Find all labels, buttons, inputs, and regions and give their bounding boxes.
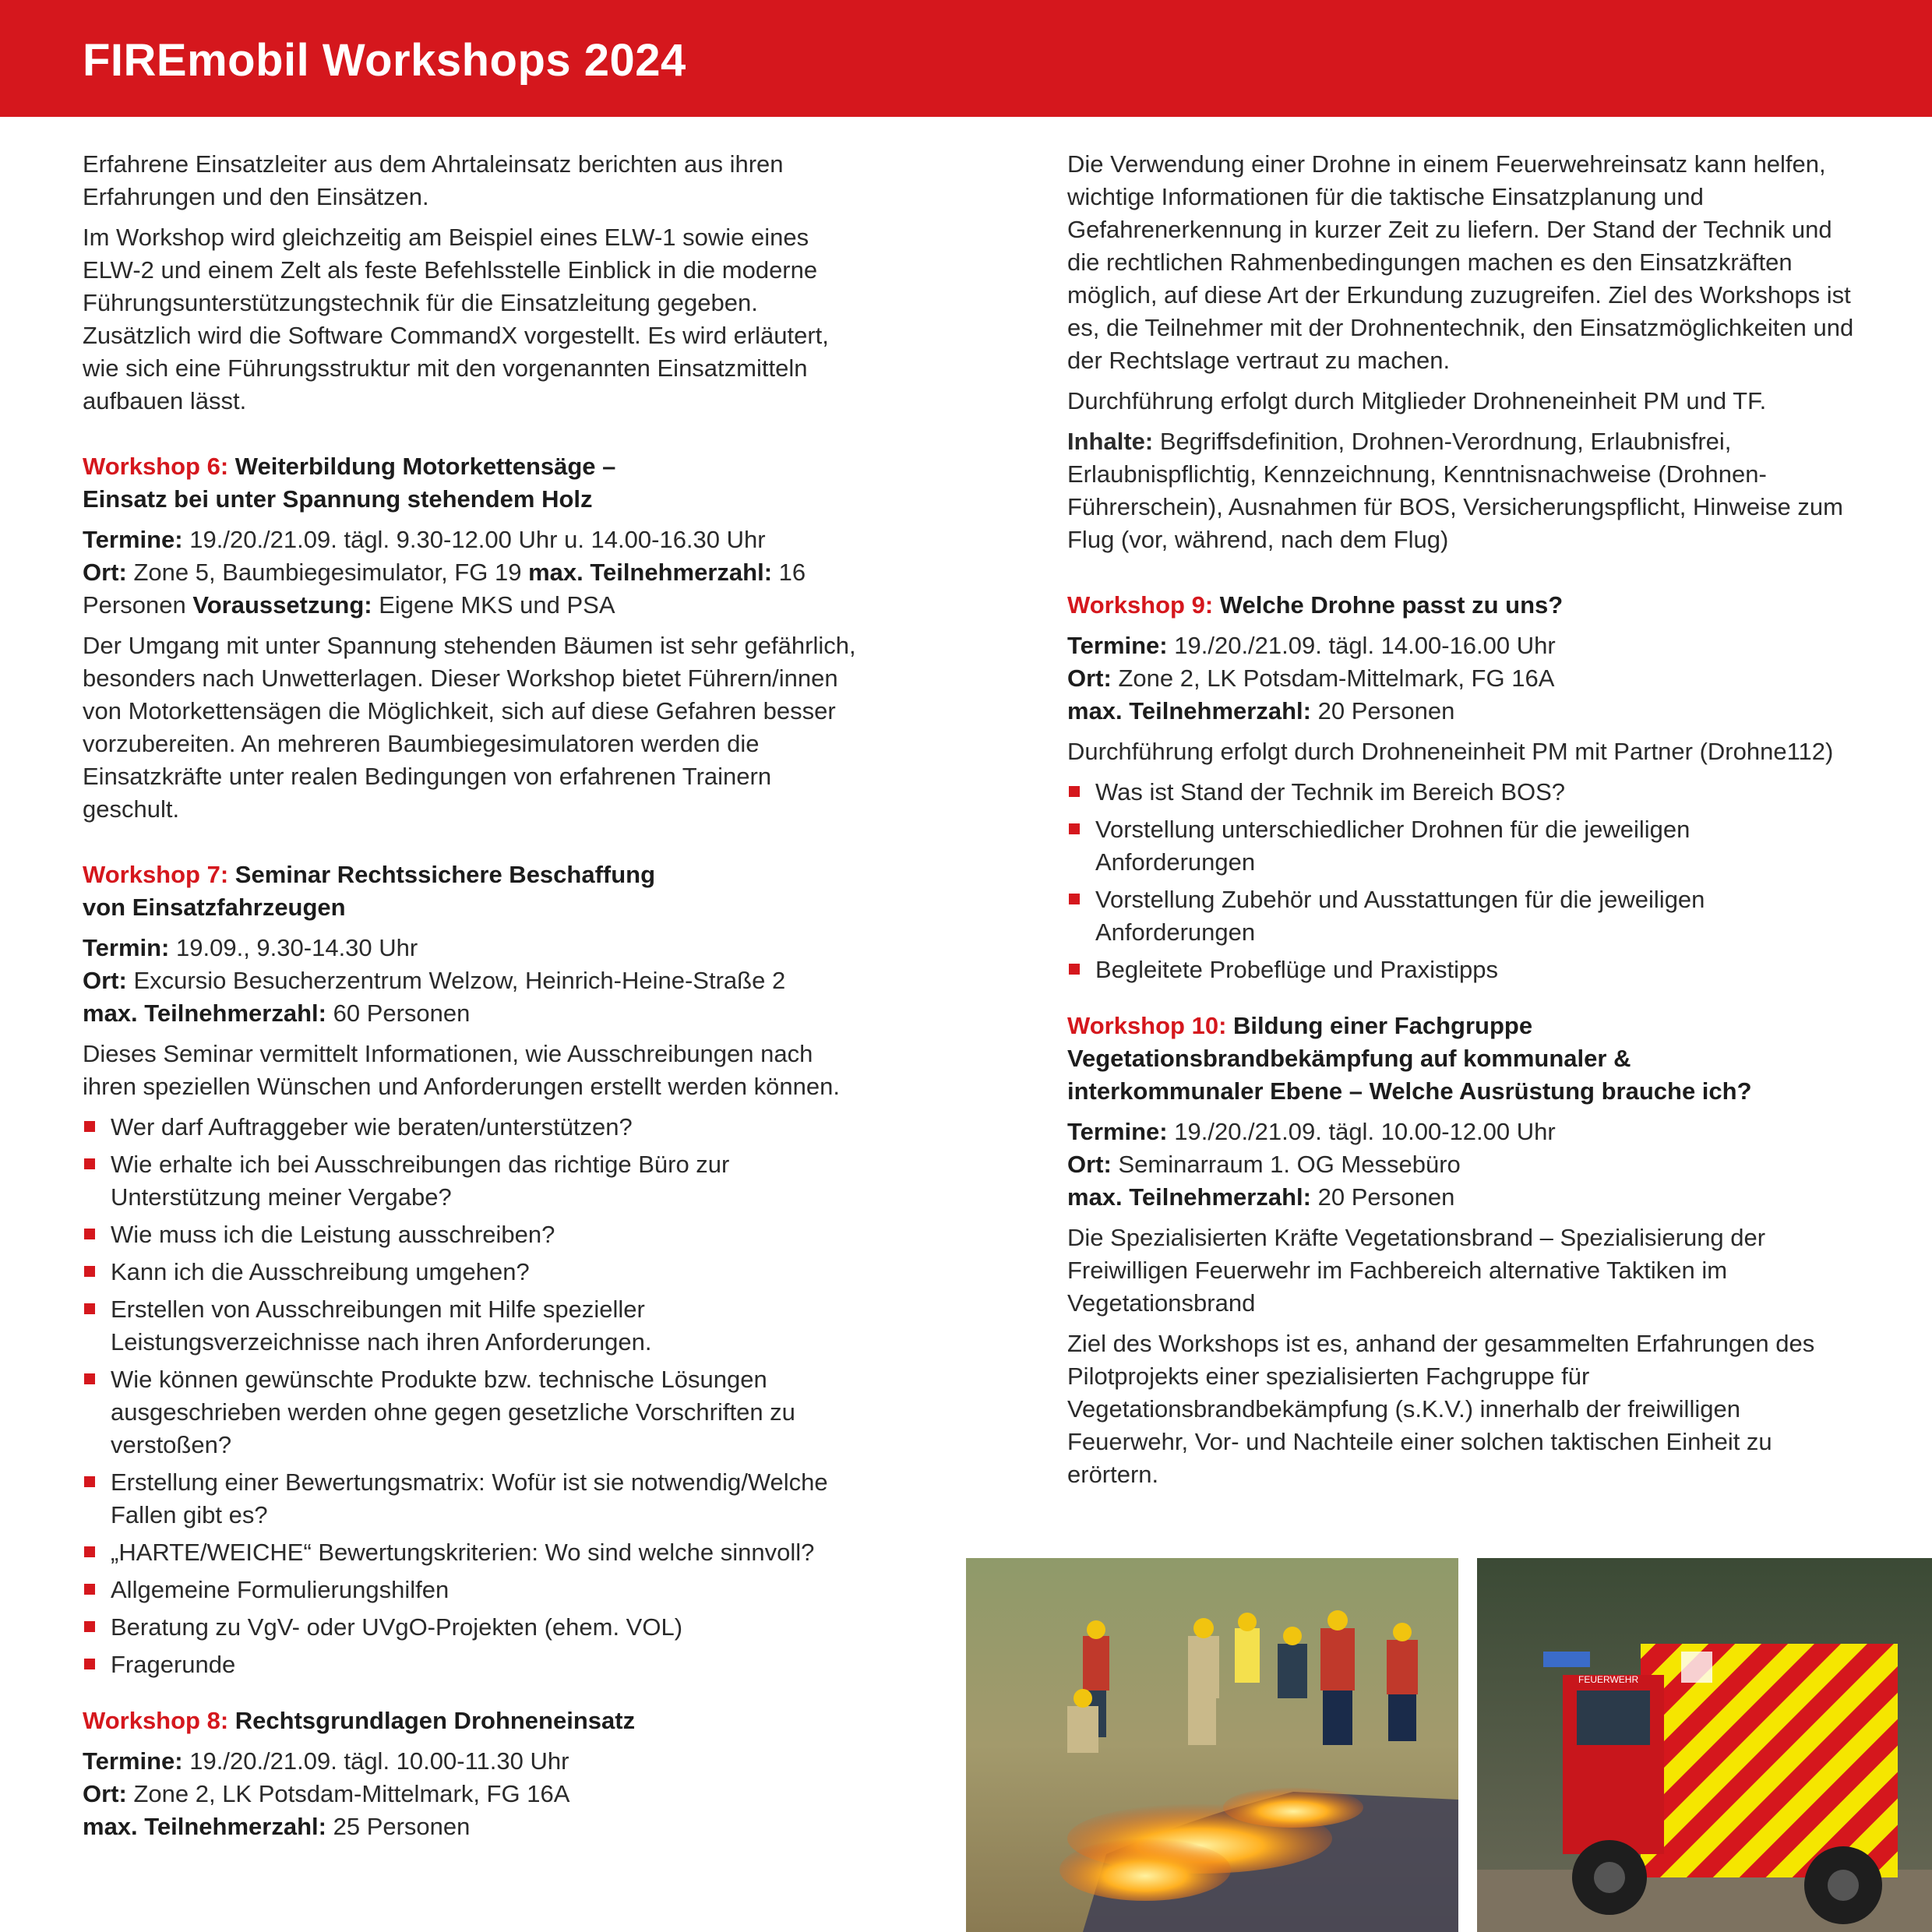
truck-label: FEUERWEHR: [1578, 1674, 1639, 1685]
list-item: Erstellen von Ausschreibungen mit Hilfe spezieller Leistungsverzeichnisse nach ihren Anforderungen.: [83, 1293, 869, 1359]
header-bar: [0, 0, 1932, 117]
list-item: Kann ich die Ausschreibung umgehen?: [83, 1256, 869, 1289]
meta-label: Termine:: [83, 1747, 183, 1775]
workshop-6-text: Der Umgang mit unter Spannung stehenden Bäumen ist sehr gefährlich, besonders nach Unwetterlagen. Dieser Workshop bietet Führern/innen von Motorkettensägen die Möglichkeit, sich auf diese Gefahren besser vorzubereiten. An mehreren Baumbiegesimulatoren werden die Einsatzkräfte unter realen Bedingungen von erfahrenen Trainern geschult.: [83, 632, 856, 823]
workshop-10-meta: [1067, 1116, 1854, 1214]
meta-label: Termin:: [83, 934, 170, 961]
workshop-6-meta: [83, 524, 869, 622]
workshop-8-inhalte: [1067, 425, 1854, 556]
list-item: Wie erhalte ich bei Ausschreibungen das richtige Büro zur Unterstützung meiner Vergabe?: [83, 1148, 869, 1214]
workshop-8-text: Durchführung erfolgt durch Mitglieder Drohneneinheit PM und TF.: [1067, 387, 1767, 414]
meta-value: Zone 2, LK Potsdam-Mittelmark, FG 16A: [1118, 665, 1555, 692]
list-item: Allgemeine Formulierungshilfen: [83, 1574, 869, 1606]
meta-label: Termine:: [83, 526, 183, 553]
workshop-9-title: [1067, 589, 1854, 622]
meta-value: 25 Personen: [333, 1813, 471, 1840]
workshop-10-text: Ziel des Workshops ist es, anhand der gesammelten Erfahrungen des Pilotprojekts einer spezialisierten Fachgruppe für Vegetationsbrandbekämpfung (s.K.V.) innerhalb der freiwilligen Feuerwehr, Vor- und Nachteile einer solchen taktischen Einheit zu erörtern.: [1067, 1330, 1815, 1488]
workshop-10-text: Die Spezialisierten Kräfte Vegetationsbrand – Spezialisierung der Freiwilligen Feuerwehr im Fachbereich alternative Taktiken im Vegetationsbrand: [1067, 1224, 1766, 1317]
meta-value: Eigene MKS und PSA: [379, 591, 615, 619]
meta-value: 20 Personen: [1317, 1183, 1455, 1211]
right-column: [1067, 148, 1854, 1499]
list-item: Erstellung einer Bewertungsmatrix: Wofür ist sie notwendig/Welche Fallen gibt es?: [83, 1466, 869, 1532]
workshop-8-text: Die Verwendung einer Drohne in einem Feuerwehreinsatz kann helfen, wichtige Informationen für die taktische Einsatzplanung und Gefahrenerkennung in kurzer Zeit zu liefern. Der Stand der Technik und die rechtlichen Rahmenbedingungen machen es den Einsatzkräften möglich, auf diese Art der Erkundung zuzugreifen. Ziel des Workshops ist es, die Teilnehmer mit der Drohnentechnik, den Einsatzmöglichkeiten und der Rechtslage vertraut zu machen.: [1067, 150, 1854, 374]
meta-label: max. Teilnehmerzahl:: [83, 999, 326, 1027]
meta-value: Zone 5, Baumbiegesimulator, FG 19: [133, 559, 522, 586]
workshop-8-title: [83, 1705, 869, 1737]
list-item: Beratung zu VgV- oder UVgO-Projekten (ehem. VOL): [83, 1611, 869, 1644]
meta-value: 19./20./21.09. tägl. 10.00-11.30 Uhr: [189, 1747, 569, 1775]
fire-truck-illustration: [1477, 1558, 1932, 1932]
workshop-9-meta: [1067, 629, 1854, 728]
workshop-label: Workshop 6:: [83, 453, 229, 480]
meta-value: Excursio Besucherzentrum Welzow, Heinrich-Heine-Straße 2: [133, 967, 786, 994]
workshop-label: Workshop 8:: [83, 1707, 229, 1734]
workshop-7-meta: [83, 932, 869, 1030]
page-title: FIREmobil Workshops 2024: [83, 35, 686, 86]
workshop-name: Rechtsgrundlagen Drohneneinsatz: [234, 1707, 636, 1734]
vegetation-fire-photo: [966, 1558, 1458, 1932]
workshop-name: Weiterbildung Motorkettensäge – Einsatz bei unter Spannung stehendem Holz: [83, 453, 616, 513]
meta-value: 19.09., 9.30-14.30 Uhr: [176, 934, 418, 961]
meta-label: Ort:: [83, 967, 127, 994]
workshop-label: Workshop 9:: [1067, 591, 1214, 619]
workshop-7-bullet-list: [83, 1111, 869, 1681]
list-item: Fragerunde: [83, 1648, 869, 1681]
workshop-10-title: [1067, 1010, 1753, 1108]
list-item: „HARTE/WEICHE“ Bewertungskriterien: Wo sind welche sinnvoll?: [83, 1536, 869, 1569]
meta-value: 19./20./21.09. tägl. 14.00-16.00 Uhr: [1174, 632, 1556, 659]
workshop-name: Seminar Rechtssichere Beschaffung von Einsatzfahrzeugen: [83, 861, 656, 921]
workshop-7-text: Dieses Seminar vermittelt Informationen, wie Ausschreibungen nach ihren speziellen Wünschen und Anforderungen erstellt werden können.: [83, 1040, 840, 1100]
meta-label: Ort:: [83, 1780, 127, 1807]
meta-label: Termine:: [1067, 632, 1168, 659]
meta-label: Voraussetzung:: [192, 591, 372, 619]
meta-value: Zone 2, LK Potsdam-Mittelmark, FG 16A: [133, 1780, 570, 1807]
workshop-9-bullet-list: [1067, 776, 1854, 986]
meta-label: max. Teilnehmerzahl:: [1067, 1183, 1311, 1211]
list-item: Wie können gewünschte Produkte bzw. technische Lösungen ausgeschrieben werden ohne gegen gesetzliche Vorschriften zu verstoßen?: [83, 1363, 869, 1461]
intro-paragraph: Erfahrene Einsatzleiter aus dem Ahrtaleinsatz berichten aus ihren Erfahrungen und den Einsätzen.: [83, 150, 784, 210]
workshop-6-title: [83, 450, 675, 516]
intro-paragraph: Im Workshop wird gleichzeitig am Beispiel eines ELW-1 sowie eines ELW-2 und einem Zelt als feste Befehlsstelle Einblick in die moderne Führungsunterstützungstechnik für die Einsatzleitung gegeben. Zusätzlich wird die Software CommandX vorgestellt. Es wird erläutert, wie sich eine Führungsstruktur mit den vorgenannten Einsatzmitteln aufbauen lässt.: [83, 224, 829, 414]
meta-value: 16 Personen: [83, 559, 806, 619]
list-item: Wer darf Auftraggeber wie beraten/unterstützen?: [83, 1111, 869, 1144]
meta-label: Termine:: [1067, 1118, 1168, 1145]
meta-label: max. Teilnehmerzahl:: [83, 1813, 326, 1840]
meta-value: 19./20./21.09. tägl. 9.30-12.00 Uhr u. 14.00-16.30 Uhr: [189, 526, 766, 553]
meta-value: 20 Personen: [1317, 697, 1455, 724]
list-item: Begleitete Probeflüge und Praxistipps: [1067, 954, 1854, 986]
meta-value: 19./20./21.09. tägl. 10.00-12.00 Uhr: [1174, 1118, 1556, 1145]
workshop-label: Workshop 10:: [1067, 1012, 1227, 1039]
workshop-label: Workshop 7:: [83, 861, 229, 888]
meta-label: max. Teilnehmerzahl:: [528, 559, 773, 586]
meta-label: Ort:: [1067, 665, 1112, 692]
list-item: Wie muss ich die Leistung ausschreiben?: [83, 1218, 869, 1251]
workshop-7-title: [83, 858, 675, 924]
meta-label: Ort:: [1067, 1151, 1112, 1178]
list-item: Vorstellung Zubehör und Ausstattungen für die jeweiligen Anforderungen: [1067, 883, 1854, 949]
workshop-9-text: Durchführung erfolgt durch Drohneneinheit PM mit Partner (Drohne112): [1067, 738, 1834, 765]
vegetation-fire-illustration: [966, 1558, 1458, 1932]
left-column: [83, 148, 869, 1851]
list-item: Was ist Stand der Technik im Bereich BOS?: [1067, 776, 1854, 809]
meta-value: Begriffsdefinition, Drohnen-Verordnung, Erlaubnisfrei, Erlaubnispflichtig, Kennzeichnung, Kenntnisnachweise (Drohnen-Führerschein), Ausnahmen für BOS, Versicherungspflicht, Hinweise zum Flug (vor, während, nach dem Flug): [1067, 428, 1843, 553]
meta-label: Inhalte:: [1067, 428, 1154, 455]
workshop-8-meta: [83, 1745, 869, 1843]
fire-truck-photo: [1477, 1558, 1932, 1932]
workshop-name: Welche Drohne passt zu uns?: [1219, 591, 1564, 619]
meta-label: Ort:: [83, 559, 127, 586]
meta-label: max. Teilnehmerzahl:: [1067, 697, 1311, 724]
workshop-name: Bildung einer Fachgruppe Vegetationsbrandbekämpfung auf kommunaler & interkommunaler Ebene – Welche Ausrüstung brauche ich?: [1067, 1012, 1752, 1105]
meta-value: 60 Personen: [333, 999, 471, 1027]
meta-value: Seminarraum 1. OG Messebüro: [1118, 1151, 1461, 1178]
list-item: Vorstellung unterschiedlicher Drohnen für die jeweiligen Anforderungen: [1067, 813, 1854, 879]
